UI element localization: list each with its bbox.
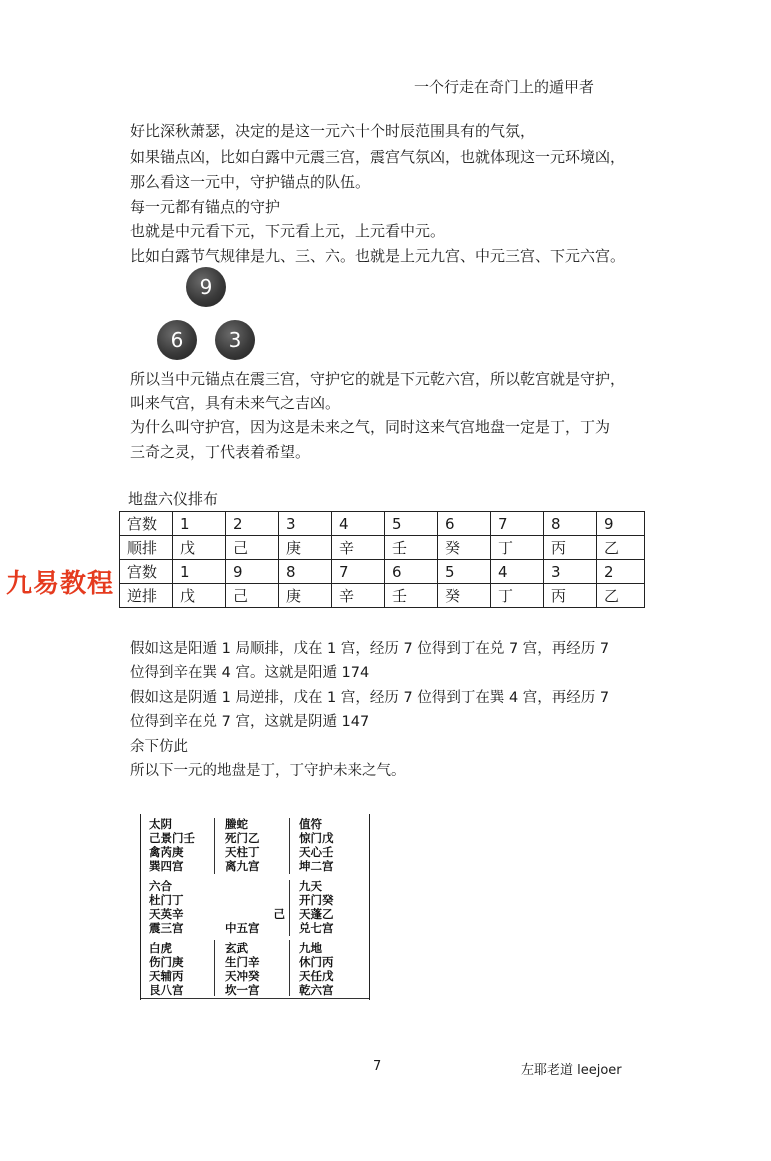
table-cell: 戊 — [173, 584, 226, 608]
watermark-logo-text: 九易教程 — [6, 569, 115, 599]
table-cell: 5 — [385, 512, 438, 536]
palace-kun-2: 值符 惊门戊 天心壬 坤二宫 — [299, 817, 334, 873]
table-cell: 6 — [438, 512, 491, 536]
palace-li-9: 螣蛇 死门乙 天柱丁 离九宫 — [225, 817, 260, 873]
table-cell: 顺排 — [120, 536, 173, 560]
table-cell: 8 — [544, 512, 597, 536]
paragraph-line: 所以当中元锚点在震三宫，守护它的就是下元乾六宫，所以乾宫就是守护， — [130, 370, 626, 388]
number-ball-six: 6 — [157, 320, 197, 360]
table-cell: 己 — [226, 536, 279, 560]
table-cell: 4 — [332, 512, 385, 536]
palace-dui-7: 九天 开门癸 天蓬乙 兑七宫 — [299, 879, 334, 935]
grid-divider — [141, 998, 369, 999]
table-cell: 癸 — [438, 584, 491, 608]
table-cell: 癸 — [438, 536, 491, 560]
table-cell: 8 — [279, 560, 332, 584]
table-cell: 丙 — [544, 536, 597, 560]
palace-qian-6: 九地 休门丙 天任戊 乾六宫 — [299, 941, 334, 997]
grid-divider — [214, 940, 215, 996]
table-cell: 9 — [597, 512, 645, 536]
grid-divider — [289, 940, 290, 996]
table-cell: 壬 — [385, 536, 438, 560]
table-cell: 庚 — [279, 584, 332, 608]
paragraph-line: 余下仿此 — [130, 739, 188, 755]
qimen-palace-chart — [140, 814, 370, 1000]
paragraph-line: 比如白露节气规律是九、三、六。也就是上元九宫、中元三宫、下元六宫。 — [130, 247, 626, 265]
page-header-title: 一个行走在奇门上的遁甲者 — [414, 78, 595, 96]
grid-divider — [289, 818, 290, 874]
table-cell: 2 — [597, 560, 645, 584]
table-cell: 乙 — [597, 584, 645, 608]
table-cell: 3 — [279, 512, 332, 536]
table-row — [120, 584, 645, 608]
table-cell: 宫数 — [120, 560, 173, 584]
table-cell: 丙 — [544, 584, 597, 608]
table-cell: 逆排 — [120, 584, 173, 608]
table-cell: 1 — [173, 560, 226, 584]
paragraph-line: 位得到辛在巽 4 宫。这就是阳遁 174 — [130, 665, 370, 681]
table-row — [120, 512, 645, 536]
page-number: 7 — [373, 1059, 382, 1074]
table-cell: 庚 — [279, 536, 332, 560]
table-cell: 7 — [332, 560, 385, 584]
paragraph-line: 所以下一元的地盘是丁，丁守护未来之气。 — [130, 763, 406, 779]
paragraph-line: 位得到辛在兑 7 宫，这就是阴遁 147 — [130, 714, 370, 730]
palace-kan-1: 玄武 生门辛 天冲癸 坎一宫 — [225, 941, 260, 997]
palace-xun-4: 太阴 己景门壬 禽芮庚 巽四宫 — [149, 817, 195, 873]
paragraph-line: 如果锚点凶，比如白露中元震三宫，震宫气氛凶，也就体现这一元环境凶， — [130, 148, 626, 166]
table-cell: 9 — [226, 560, 279, 584]
earth-plate-table — [119, 511, 645, 608]
table-cell: 戊 — [173, 536, 226, 560]
table-cell: 辛 — [332, 536, 385, 560]
paragraph-line: 好比深秋萧瑟，决定的是这一元六十个时辰范围具有的气氛， — [130, 122, 536, 140]
table-cell: 4 — [491, 560, 544, 584]
palace-center-5: 己 中五宫 — [225, 907, 285, 935]
table-cell: 6 — [385, 560, 438, 584]
author-credit: 左耶老道 leejoer — [521, 1063, 622, 1078]
table-cell: 5 — [438, 560, 491, 584]
table-row — [120, 560, 645, 584]
paragraph-line: 为什么叫守护宫，因为这是未来之气，同时这来气宫地盘一定是丁，丁为 — [130, 418, 611, 436]
number-ball-nine: 9 — [186, 267, 226, 307]
number-ball-three: 3 — [215, 320, 255, 360]
table-cell: 宫数 — [120, 512, 173, 536]
table-row — [120, 536, 645, 560]
table-cell: 1 — [173, 512, 226, 536]
grid-divider — [289, 880, 290, 936]
paragraph-line: 三奇之灵，丁代表着希望。 — [130, 443, 311, 461]
table-cell: 2 — [226, 512, 279, 536]
paragraph-line: 那么看这一元中，守护锚点的队伍。 — [130, 173, 371, 191]
table-title: 地盘六仪排布 — [128, 490, 219, 508]
paragraph-line: 叫来气宫，具有未来气之吉凶。 — [130, 394, 341, 412]
table-cell: 3 — [544, 560, 597, 584]
paragraph-line: 假如这是阳遁 1 局顺排，戊在 1 宫，经历 7 位得到丁在兑 7 宫，再经历 7 — [130, 641, 610, 657]
palace-gen-8: 白虎 伤门庚 天辅丙 艮八宫 — [149, 941, 184, 997]
paragraph-line: 也就是中元看下元，下元看上元，上元看中元。 — [130, 222, 446, 240]
table-cell: 壬 — [385, 584, 438, 608]
paragraph-line: 每一元都有锚点的守护 — [130, 198, 281, 216]
palace-zhen-3: 六合 杜门丁 天英辛 震三宫 — [149, 879, 184, 935]
table-cell: 丁 — [491, 536, 544, 560]
table-cell: 己 — [226, 584, 279, 608]
table-cell: 乙 — [597, 536, 645, 560]
paragraph-line: 假如这是阴遁 1 局逆排，戊在 1 宫，经历 7 位得到丁在巽 4 宫，再经历 7 — [130, 690, 610, 706]
grid-divider — [214, 818, 215, 874]
table-cell: 辛 — [332, 584, 385, 608]
table-cell: 丁 — [491, 584, 544, 608]
table-cell: 7 — [491, 512, 544, 536]
